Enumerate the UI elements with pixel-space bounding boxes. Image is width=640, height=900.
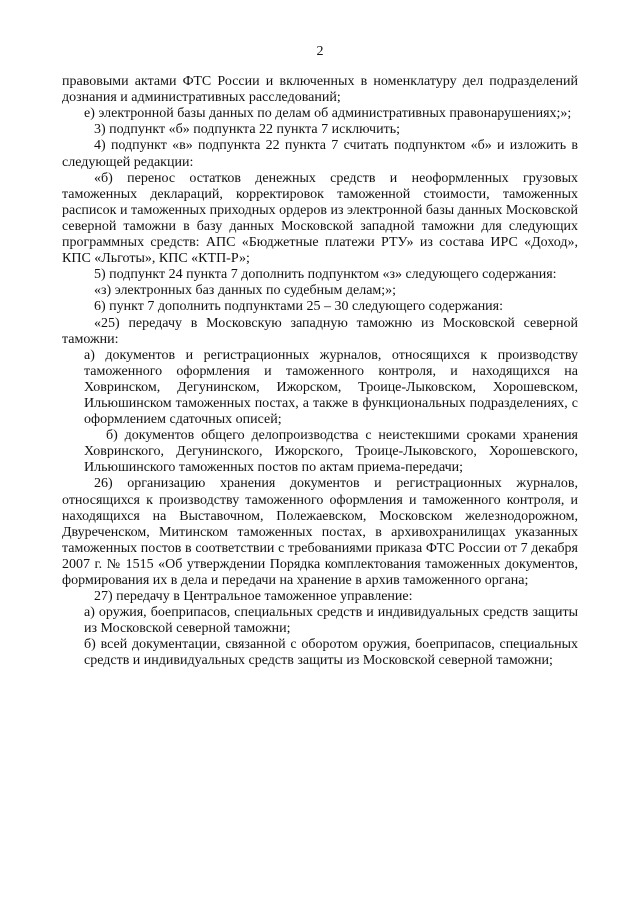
paragraph-item-25: «25) передачу в Московскую западную таможню из Московской северной таможни: xyxy=(62,315,578,347)
paragraph-item-6: 6) пункт 7 дополнить подпунктами 25 – 30 следующего содержания: xyxy=(94,299,504,315)
paragraph-item-e: е) электронной базы данных по делам об административных правонарушениях;»; xyxy=(84,106,572,122)
paragraph-continuation: правовыми актами ФТС России и включенных в номенклатуру дел подразделений дознания и административных расследований; xyxy=(62,74,578,106)
paragraph-item-3: 3) подпункт «б» подпункта 22 пункта 7 исключить; xyxy=(94,122,400,138)
paragraph-item-b-new: «б) перенос остатков денежных средств и неоформленных грузовых таможенных деклараций, корректировок таможенной стоимости, таможенных расписок и таможенных приходных ордеров из электронной базы данных Московской северной таможни в базу данных Московской западной таможни для следующих программных средств: АПС «Бюджетные платежи РТУ» из состава ИРС «Доход», КПС «Льготы», КПС «КТП-Р»; xyxy=(62,170,578,267)
paragraph-item-26: 26) организацию хранения документов и регистрационных журналов, относящихся к производству таможенного оформления и таможенного контроля, и находящихся на Выставочном, Полежаевском, Московском железнодорожном, Двуреченском, Митинском таможенных постах, в архивохранилищах указанных таможенных постов в соответствии с требованиями приказа ФТС России от 7 декабря 2007 г. № 1515 «Об утверждении Порядка комплектования таможенных документов, формирования их в дела и передачи на хранение в архив таможенного органа; xyxy=(62,476,578,588)
paragraph-item-4: 4) подпункт «в» подпункта 22 пункта 7 считать подпунктом «б» и изложить в следующей редакции: xyxy=(62,138,578,170)
page-number: 2 xyxy=(316,44,324,59)
paragraph-item-5: 5) подпункт 24 пункта 7 дополнить подпунктом «з» следующего содержания: xyxy=(94,267,557,283)
paragraph-item-25-b: б) документов общего делопроизводства с неистекшими сроками хранения Ховринского, Дегунинского, Ижорского, Троице-Лыковского, Хорошевского, Ильюшинского таможенных постов по актам приема-передачи; xyxy=(84,428,578,476)
paragraph-item-27: 27) передачу в Центральное таможенное управление: xyxy=(94,589,413,605)
paragraph-item-25-a: а) документов и регистрационных журналов, относящихся к производству таможенного оформления и таможенного контроля, и находящихся на Ховринском, Дегунинском, Ижорском, Троице-Лыковском, Хорошевском, Ильюшинском таможенных постах, а также в функциональных подразделениях, с оформлением сдаточных описей; xyxy=(84,347,578,428)
paragraph-item-z: «з) электронных баз данных по судебным делам;»; xyxy=(94,283,397,299)
paragraph-item-27-b: б) всей документации, связанной с оборотом оружия, боеприпасов, специальных средств и индивидуальных средств защиты из Московской северной таможни; xyxy=(84,637,578,669)
paragraph-item-27-a: а) оружия, боеприпасов, специальных средств и индивидуальных средств защиты из Московской северной таможни; xyxy=(84,605,578,637)
